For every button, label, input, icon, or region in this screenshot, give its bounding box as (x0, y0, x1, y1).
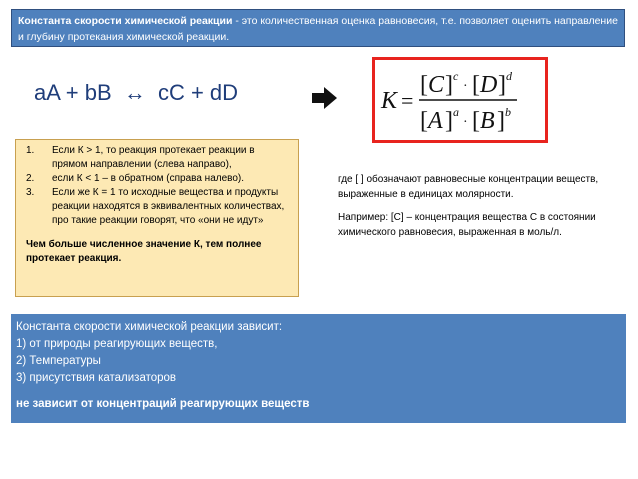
dependence-item: 2) Температуры (16, 355, 101, 367)
svg-text:B: B (480, 108, 495, 134)
condition-item (26, 186, 292, 228)
svg-text:]: ] (445, 108, 453, 134)
reaction-equation (34, 80, 238, 106)
svg-text:]: ] (498, 72, 506, 98)
condition-text: Если К > 1, то реакция протекает реакции в прямом направлении (слева направо), (52, 145, 255, 170)
svg-text:=: = (401, 88, 414, 113)
equation-arrow: ↔ (123, 80, 146, 105)
formula-image (375, 60, 545, 140)
right-arrow-icon (310, 87, 338, 109)
svg-text:·: · (463, 79, 468, 94)
explanation-example: Например: [C] – концентрация вещества С в состоянии химического равновесия, выраженная в моль/л. (338, 212, 596, 238)
svg-text:a: a (453, 105, 459, 119)
condition-number: 1. (26, 145, 35, 156)
svg-text:c: c (453, 69, 459, 83)
condition-number: 3. (26, 187, 35, 198)
not-depends-text: не зависит от концентраций реагирующих веществ (16, 398, 310, 410)
svg-text:·: · (463, 115, 468, 130)
conditions-box (15, 139, 299, 297)
svg-text:[: [ (472, 72, 480, 98)
equilibrium-constant-formula (372, 57, 548, 143)
condition-item (26, 172, 292, 186)
svg-text:d: d (506, 69, 512, 83)
formula-k: K (381, 88, 398, 114)
svg-text:C: C (428, 72, 445, 98)
definition-box (11, 9, 625, 47)
conditions-list (26, 144, 292, 228)
svg-text:[: [ (420, 72, 428, 98)
explanation-text (338, 172, 623, 248)
svg-text:]: ] (497, 108, 505, 134)
svg-text:b: b (505, 105, 511, 119)
definition-title: Константа скорости химической реакции (18, 15, 233, 27)
dependence-item: 1) от природы реагирующих веществ, (16, 338, 218, 350)
svg-text:]: ] (445, 72, 453, 98)
conditions-conclusion: Чем больше численное значение К, тем полнее протекает реакция. (26, 239, 262, 264)
dependence-box (11, 314, 626, 423)
condition-number: 2. (26, 173, 35, 184)
definition-text: - это количественная оценка равновесия, т.е. позволяет оценить направление и глубину протекания химической реакции. (18, 15, 618, 43)
svg-text:[: [ (420, 108, 428, 134)
equation-right: cC + dD (157, 80, 239, 105)
explanation-paragraph: где [ ] обозначают равновесные концентрации веществ, выраженные в единицах молярности. (338, 174, 599, 200)
dependence-title: Константа скорости химической реакции зависит: (16, 321, 283, 333)
condition-text: если К < 1 – в обратном (справа налево). (52, 173, 245, 184)
equation-left: aA + bB (34, 80, 112, 105)
dependence-item: 3) присутствия катализаторов (16, 372, 177, 384)
condition-item (26, 144, 292, 172)
svg-text:[: [ (472, 108, 480, 134)
svg-text:A: A (428, 108, 443, 134)
condition-text: Если же К = 1 то исходные вещества и продукты реакции находятся в эквивалентных количествах, про такие реакции говорят, что «они не идут» (52, 187, 285, 226)
svg-text:D: D (480, 72, 498, 98)
